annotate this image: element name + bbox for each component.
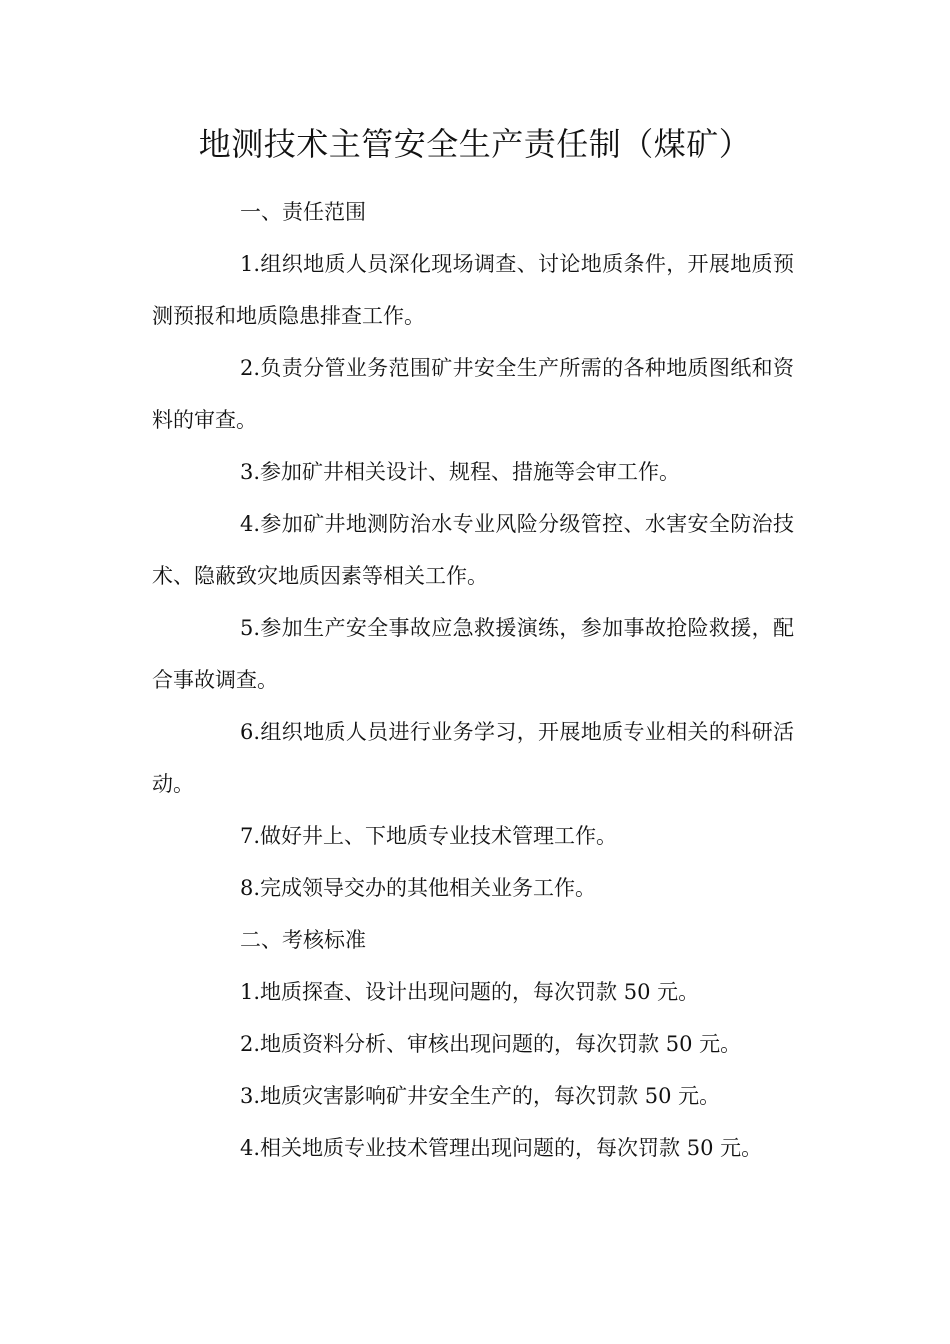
scope-item-3: 3.参加矿井相关设计、规程、措施等会审工作。 [240,460,681,484]
section-heading-scope: 一、责任范围 [240,200,366,224]
scope-item-4: 4.参加矿井地测防治水专业风险分级管控、水害安全防治技术、隐蔽致灾地质因素等相关工作。 [152,512,794,588]
assessment-item-2: 2.地质资料分析、审核出现问题的，每次罚款 50 元。 [240,1032,742,1056]
scope-item-5: 5.参加生产安全事故应急救援演练，参加事故抢险救援，配合事故调查。 [152,616,794,692]
assessment-item-3: 3.地质灾害影响矿井安全生产的，每次罚款 50 元。 [240,1084,721,1108]
document-body [152,186,794,1174]
document-title: 地测技术主管安全生产责任制（煤矿） [198,125,752,163]
scope-item-8: 8.完成领导交办的其他相关业务工作。 [240,876,597,900]
assessment-item-1: 1.地质探查、设计出现问题的，每次罚款 50 元。 [240,980,700,1004]
section-heading-assessment: 二、考核标准 [240,928,366,952]
scope-item-2: 2.负责分管业务范围矿井安全生产所需的各种地质图纸和资料的审查。 [152,356,794,432]
scope-item-7: 7.做好井上、下地质专业技术管理工作。 [240,824,618,848]
assessment-item-4: 4.相关地质专业技术管理出现问题的，每次罚款 50 元。 [240,1136,763,1160]
scope-item-6: 6.组织地质人员进行业务学习，开展地质专业相关的科研活动。 [152,720,794,796]
scope-item-1: 1.组织地质人员深化现场调查、讨论地质条件，开展地质预测预报和地质隐患排查工作。 [152,252,794,328]
